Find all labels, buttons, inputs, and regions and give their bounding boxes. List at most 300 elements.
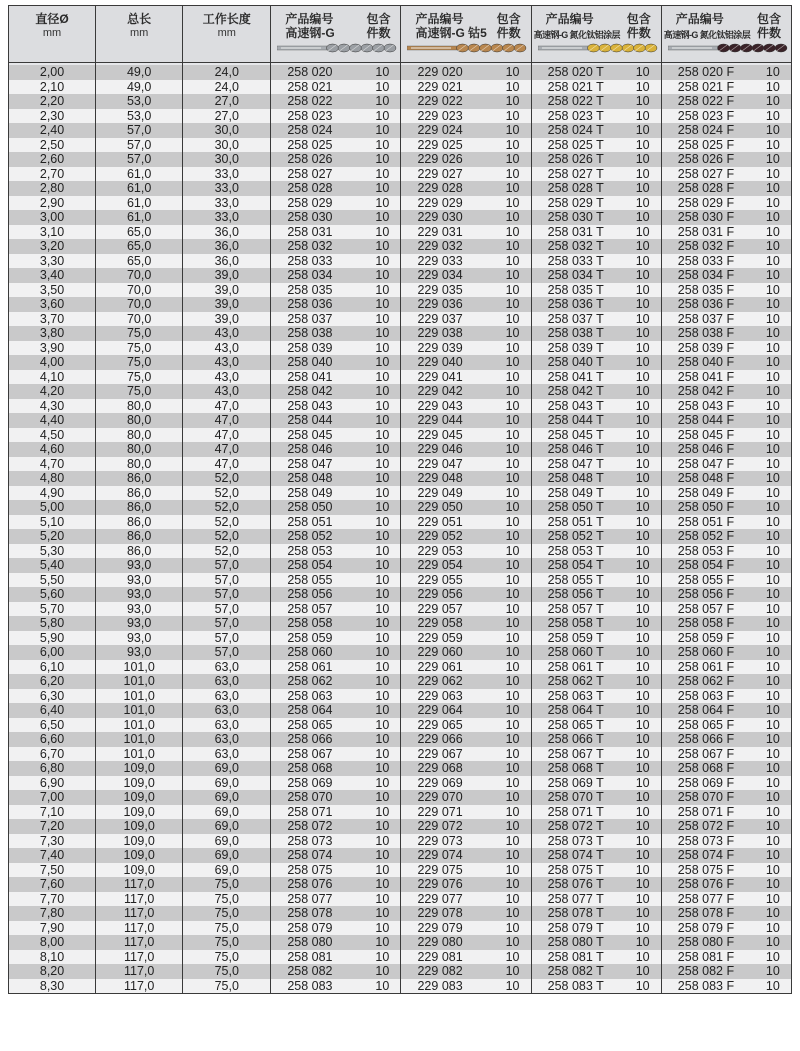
product-code: 258 073 T: [547, 833, 604, 848]
product-code: 258 057 T: [547, 601, 604, 616]
cell-total-length: 61,0: [96, 210, 183, 225]
header-material: 高速钢-G 氮化钛铝涂层: [533, 30, 620, 40]
pack-quantity: 10: [375, 746, 390, 761]
pack-quantity: 10: [505, 688, 520, 703]
drill-bit-bronze-icon: [407, 43, 527, 53]
header-qty-label: 包含: [366, 12, 391, 26]
table-row: [9, 442, 792, 457]
product-code: 229 082: [417, 964, 463, 978]
cell-product-hss-g: [271, 210, 401, 225]
pack-quantity: 10: [505, 427, 520, 442]
cell-working-length: 75,0: [183, 935, 271, 950]
pack-quantity: 10: [505, 659, 520, 674]
cell-product-hss-g-tialn-black: [661, 645, 791, 660]
product-code: 229 053: [417, 543, 463, 558]
cell-product-hss-g-tialn-black: [661, 123, 791, 138]
cell-product-hss-g-tialn-black: [661, 602, 791, 617]
product-code: 258 070 T: [547, 790, 604, 804]
cell-product-hss-g-co5: [401, 805, 531, 820]
cell-product-hss-g-tialn-gold: [531, 341, 661, 356]
cell-diameter: 2,40: [9, 123, 96, 138]
cell-product-hss-g-tialn-gold: [531, 776, 661, 791]
cell-working-length: 47,0: [183, 399, 271, 414]
pack-quantity: 10: [765, 717, 780, 732]
drill-bit-black-icon: [668, 43, 788, 53]
cell-total-length: 109,0: [96, 776, 183, 791]
product-code: 258 064 T: [547, 703, 604, 717]
cell-working-length: 30,0: [183, 123, 271, 138]
product-code: 258 057: [287, 601, 333, 616]
product-code: 258 043 F: [677, 398, 735, 413]
cell-total-length: 70,0: [96, 297, 183, 312]
pack-quantity: 10: [635, 529, 650, 543]
cell-product-hss-g-tialn-gold: [531, 790, 661, 805]
pack-quantity: 10: [505, 949, 520, 964]
pack-quantity: 10: [635, 703, 650, 717]
pack-quantity: 10: [765, 601, 780, 616]
cell-diameter: 7,10: [9, 805, 96, 820]
product-code: 258 056 T: [547, 587, 604, 601]
cell-total-length: 101,0: [96, 732, 183, 747]
pack-quantity: 10: [765, 195, 780, 210]
cell-total-length: 80,0: [96, 399, 183, 414]
pack-quantity: 10: [505, 326, 520, 340]
cell-working-length: 43,0: [183, 355, 271, 370]
pack-quantity: 10: [635, 601, 650, 616]
cell-total-length: 57,0: [96, 138, 183, 153]
product-code: 258 051 F: [677, 514, 735, 529]
pack-quantity: 10: [505, 268, 520, 282]
cell-working-length: 33,0: [183, 196, 271, 211]
product-code: 258 059 T: [547, 630, 604, 645]
header-product-hss-g: [271, 6, 401, 63]
cell-product-hss-g-co5: [401, 660, 531, 675]
header-diameter-unit: mm: [42, 27, 62, 39]
cell-product-hss-g-tialn-black: [661, 558, 791, 573]
cell-working-length: 69,0: [183, 790, 271, 805]
pack-quantity: 10: [505, 297, 520, 311]
table-row: [9, 283, 792, 298]
table-row: [9, 486, 792, 501]
cell-product-hss-g-tialn-gold: [531, 65, 661, 80]
product-code: 258 044: [287, 413, 333, 427]
pack-quantity: 10: [765, 514, 780, 529]
product-code: 229 040: [417, 355, 463, 369]
cell-product-hss-g-tialn-black: [661, 138, 791, 153]
cell-total-length: 61,0: [96, 167, 183, 182]
cell-working-length: 57,0: [183, 616, 271, 631]
product-code: 258 035 T: [547, 282, 604, 297]
product-code: 258 069: [287, 775, 333, 790]
pack-quantity: 10: [765, 210, 780, 224]
cell-working-length: 69,0: [183, 863, 271, 878]
cell-product-hss-g: [271, 515, 401, 530]
cell-product-hss-g-tialn-black: [661, 384, 791, 399]
pack-quantity: 10: [765, 500, 780, 514]
cell-diameter: 6,30: [9, 689, 96, 704]
cell-diameter: 5,00: [9, 500, 96, 515]
cell-product-hss-g-tialn-black: [661, 457, 791, 472]
cell-product-hss-g: [271, 558, 401, 573]
header-total-length: [96, 6, 183, 63]
cell-product-hss-g-co5: [401, 442, 531, 457]
cell-diameter: 5,70: [9, 602, 96, 617]
cell-product-hss-g: [271, 312, 401, 327]
pack-quantity: 10: [635, 398, 650, 413]
product-code: 258 066: [287, 732, 333, 746]
product-code: 258 021 T: [547, 79, 604, 94]
pack-quantity: 10: [505, 761, 520, 775]
pack-quantity: 10: [505, 891, 520, 906]
cell-product-hss-g-co5: [401, 167, 531, 182]
cell-diameter: 7,20: [9, 819, 96, 834]
cell-product-hss-g-tialn-gold: [531, 979, 661, 994]
pack-quantity: 10: [375, 833, 390, 848]
product-code: 258 055 T: [547, 572, 604, 587]
cell-total-length: 57,0: [96, 123, 183, 138]
pack-quantity: 10: [375, 181, 390, 195]
pack-quantity: 10: [375, 340, 390, 355]
cell-total-length: 80,0: [96, 457, 183, 472]
cell-product-hss-g: [271, 268, 401, 283]
cell-total-length: 101,0: [96, 703, 183, 718]
product-code: 258 034 F: [677, 268, 735, 282]
pack-quantity: 10: [505, 514, 520, 529]
cell-diameter: 8,10: [9, 950, 96, 965]
table-row: [9, 65, 792, 80]
cell-product-hss-g-co5: [401, 950, 531, 965]
pack-quantity: 10: [635, 790, 650, 804]
cell-total-length: 70,0: [96, 283, 183, 298]
product-code: 229 028: [417, 181, 463, 195]
cell-product-hss-g-co5: [401, 312, 531, 327]
cell-product-hss-g-tialn-black: [661, 631, 791, 646]
cell-total-length: 75,0: [96, 370, 183, 385]
cell-product-hss-g: [271, 776, 401, 791]
product-code: 258 048: [287, 471, 333, 485]
pack-quantity: 10: [375, 326, 390, 340]
cell-product-hss-g-tialn-gold: [531, 645, 661, 660]
product-code: 258 058 T: [547, 616, 604, 630]
pack-quantity: 10: [505, 906, 520, 920]
pack-quantity: 10: [635, 964, 650, 978]
table-row: [9, 152, 792, 167]
cell-working-length: 36,0: [183, 254, 271, 269]
table-row: [9, 848, 792, 863]
product-code: 258 082 T: [547, 964, 604, 978]
product-code: 229 068: [417, 761, 463, 775]
product-code: 258 077 T: [547, 891, 604, 906]
product-code: 258 039 F: [677, 340, 735, 355]
product-code: 258 061 F: [677, 659, 735, 674]
cell-product-hss-g: [271, 529, 401, 544]
product-code: 258 081: [287, 949, 333, 964]
cell-product-hss-g-tialn-black: [661, 761, 791, 776]
cell-product-hss-g: [271, 848, 401, 863]
product-code: 229 044: [417, 413, 463, 427]
product-code: 258 055: [287, 572, 333, 587]
pack-quantity: 10: [375, 862, 390, 877]
product-code: 258 046 T: [547, 442, 604, 456]
cell-product-hss-g-co5: [401, 370, 531, 385]
table-body: [9, 63, 792, 994]
cell-diameter: 6,50: [9, 718, 96, 733]
cell-working-length: 75,0: [183, 979, 271, 994]
cell-product-hss-g-tialn-black: [661, 689, 791, 704]
product-code: 258 059: [287, 630, 333, 645]
pack-quantity: 10: [375, 137, 390, 152]
product-code: 258 050: [287, 500, 333, 514]
product-code: 258 038 F: [677, 326, 735, 340]
cell-product-hss-g: [271, 805, 401, 820]
header-product-hss-g-tialn-black: [661, 6, 791, 63]
product-code: 258 067 T: [547, 746, 604, 761]
table-row: [9, 515, 792, 530]
pack-quantity: 10: [375, 572, 390, 587]
product-code: 229 066: [417, 732, 463, 746]
cell-total-length: 61,0: [96, 196, 183, 211]
product-code: 258 060 T: [547, 645, 604, 659]
pack-quantity: 10: [505, 123, 520, 137]
cell-product-hss-g-tialn-black: [661, 544, 791, 559]
pack-quantity: 10: [505, 833, 520, 848]
header-product-hss-g-tialn-gold: [531, 6, 661, 63]
cell-product-hss-g-tialn-black: [661, 413, 791, 428]
cell-working-length: 33,0: [183, 167, 271, 182]
pack-quantity: 10: [635, 688, 650, 703]
pack-quantity: 10: [635, 253, 650, 268]
cell-diameter: 2,60: [9, 152, 96, 167]
cell-product-hss-g: [271, 283, 401, 298]
product-code: 229 076: [417, 877, 463, 891]
table-row: [9, 326, 792, 341]
cell-total-length: 86,0: [96, 529, 183, 544]
cell-product-hss-g-tialn-black: [661, 210, 791, 225]
product-code: 258 037 F: [677, 311, 735, 326]
cell-product-hss-g-tialn-gold: [531, 689, 661, 704]
pack-quantity: 10: [375, 587, 390, 601]
pack-quantity: 10: [375, 297, 390, 311]
cell-product-hss-g: [271, 413, 401, 428]
header-working-length-unit: mm: [217, 27, 236, 39]
product-code: 258 050 T: [547, 500, 604, 514]
cell-product-hss-g-tialn-gold: [531, 892, 661, 907]
product-code: 258 028: [287, 181, 333, 195]
pack-quantity: 10: [635, 166, 650, 181]
product-code: 258 022 F: [677, 94, 735, 108]
cell-product-hss-g-tialn-black: [661, 718, 791, 733]
pack-quantity: 10: [375, 355, 390, 369]
product-code: 258 068 T: [547, 761, 604, 775]
cell-total-length: 61,0: [96, 181, 183, 196]
pack-quantity: 10: [635, 123, 650, 137]
cell-total-length: 65,0: [96, 225, 183, 240]
pack-quantity: 10: [375, 210, 390, 224]
product-code: 258 031 T: [547, 224, 604, 239]
pack-quantity: 10: [505, 94, 520, 108]
cell-diameter: 7,90: [9, 921, 96, 936]
cell-product-hss-g-tialn-black: [661, 834, 791, 849]
cell-diameter: 2,50: [9, 138, 96, 153]
product-code: 258 070: [287, 790, 333, 804]
cell-product-hss-g-co5: [401, 979, 531, 994]
header-qty-label: 包含: [756, 12, 781, 26]
cell-product-hss-g-tialn-gold: [531, 877, 661, 892]
product-code: 258 069 T: [547, 775, 604, 790]
pack-quantity: 10: [375, 65, 390, 79]
cell-working-length: 33,0: [183, 210, 271, 225]
cell-total-length: 86,0: [96, 471, 183, 486]
product-code: 258 026: [287, 152, 333, 166]
cell-product-hss-g: [271, 602, 401, 617]
pack-quantity: 10: [375, 152, 390, 166]
table-row: [9, 167, 792, 182]
cell-working-length: 63,0: [183, 747, 271, 762]
product-code: 258 046 F: [677, 442, 735, 456]
product-code: 229 023: [417, 108, 463, 123]
pack-quantity: 10: [505, 137, 520, 152]
cell-diameter: 2,30: [9, 109, 96, 124]
pack-quantity: 10: [375, 645, 390, 659]
cell-total-length: 101,0: [96, 718, 183, 733]
header-total-length-unit: mm: [130, 27, 149, 39]
product-code: 229 078: [417, 906, 463, 920]
cell-product-hss-g-co5: [401, 602, 531, 617]
pack-quantity: 10: [505, 674, 520, 688]
cell-product-hss-g: [271, 486, 401, 501]
cell-working-length: 27,0: [183, 94, 271, 109]
cell-product-hss-g-tialn-black: [661, 486, 791, 501]
product-code: 258 074 T: [547, 848, 604, 862]
cell-product-hss-g-tialn-gold: [531, 674, 661, 689]
product-code: 258 083: [287, 978, 333, 993]
cell-product-hss-g-tialn-gold: [531, 863, 661, 878]
product-code: 258 080: [287, 935, 333, 949]
pack-quantity: 10: [505, 848, 520, 862]
cell-working-length: 30,0: [183, 152, 271, 167]
table-row: [9, 906, 792, 921]
product-code: 229 038: [417, 326, 463, 340]
cell-product-hss-g-tialn-black: [661, 906, 791, 921]
cell-working-length: 24,0: [183, 65, 271, 80]
product-code: 258 074 F: [677, 848, 735, 862]
table-row: [9, 239, 792, 254]
cell-total-length: 75,0: [96, 384, 183, 399]
pack-quantity: 10: [505, 529, 520, 543]
cell-total-length: 101,0: [96, 660, 183, 675]
header-diameter-label: 直径Ø: [35, 12, 69, 26]
cell-product-hss-g-co5: [401, 834, 531, 849]
pack-quantity: 10: [765, 297, 780, 311]
cell-product-hss-g: [271, 921, 401, 936]
table-row: [9, 312, 792, 327]
pack-quantity: 10: [765, 558, 780, 572]
pack-quantity: 10: [765, 587, 780, 601]
pack-quantity: 10: [765, 94, 780, 108]
product-code: 258 080 T: [547, 935, 604, 949]
product-code: 258 059 F: [677, 630, 735, 645]
cell-product-hss-g-tialn-gold: [531, 442, 661, 457]
cell-product-hss-g-tialn-gold: [531, 602, 661, 617]
cell-product-hss-g-co5: [401, 457, 531, 472]
pack-quantity: 10: [375, 717, 390, 732]
product-code: 229 071: [417, 804, 463, 819]
product-code: 258 077 F: [677, 891, 735, 906]
product-code: 229 074: [417, 848, 463, 862]
product-code: 258 051: [287, 514, 333, 529]
table-row: [9, 935, 792, 950]
cell-diameter: 5,50: [9, 573, 96, 588]
cell-working-length: 24,0: [183, 80, 271, 95]
cell-product-hss-g-tialn-black: [661, 442, 791, 457]
product-code: 258 022 T: [547, 94, 604, 108]
pack-quantity: 10: [765, 543, 780, 558]
pack-quantity: 10: [375, 819, 390, 833]
pack-quantity: 10: [505, 282, 520, 297]
cell-working-length: 69,0: [183, 805, 271, 820]
cell-product-hss-g-tialn-gold: [531, 384, 661, 399]
product-code: 229 047: [417, 456, 463, 471]
cell-working-length: 63,0: [183, 732, 271, 747]
cell-product-hss-g-co5: [401, 210, 531, 225]
table-row: [9, 399, 792, 414]
product-code: 258 030 T: [547, 210, 604, 224]
cell-working-length: 52,0: [183, 529, 271, 544]
cell-diameter: 8,00: [9, 935, 96, 950]
pack-quantity: 10: [635, 587, 650, 601]
product-code: 258 043: [287, 398, 333, 413]
pack-quantity: 10: [375, 427, 390, 442]
pack-quantity: 10: [635, 268, 650, 282]
cell-product-hss-g-co5: [401, 848, 531, 863]
cell-working-length: 43,0: [183, 384, 271, 399]
product-code: 258 078 F: [677, 906, 735, 920]
header-qty-label-2: 件数: [366, 26, 391, 40]
cell-product-hss-g-tialn-black: [661, 573, 791, 588]
cell-product-hss-g: [271, 761, 401, 776]
cell-total-length: 65,0: [96, 254, 183, 269]
product-code: 229 054: [417, 558, 463, 572]
pack-quantity: 10: [505, 442, 520, 456]
cell-product-hss-g: [271, 326, 401, 341]
cell-product-hss-g-co5: [401, 384, 531, 399]
pack-quantity: 10: [765, 949, 780, 964]
pack-quantity: 10: [635, 108, 650, 123]
pack-quantity: 10: [505, 253, 520, 268]
pack-quantity: 10: [375, 384, 390, 398]
cell-total-length: 101,0: [96, 747, 183, 762]
cell-total-length: 49,0: [96, 80, 183, 95]
cell-product-hss-g-co5: [401, 529, 531, 544]
product-code: 258 063 T: [547, 688, 604, 703]
product-code: 258 079: [287, 920, 333, 935]
cell-product-hss-g-tialn-black: [661, 196, 791, 211]
product-code: 258 065 F: [677, 717, 735, 732]
product-code: 229 034: [417, 268, 463, 282]
cell-product-hss-g-co5: [401, 776, 531, 791]
product-code: 258 079 T: [547, 920, 604, 935]
cell-product-hss-g-tialn-black: [661, 732, 791, 747]
pack-quantity: 10: [505, 920, 520, 935]
product-code: 229 049: [417, 485, 463, 500]
product-code: 258 049 T: [547, 485, 604, 500]
pack-quantity: 10: [765, 108, 780, 123]
cell-product-hss-g-co5: [401, 326, 531, 341]
product-code: 258 078: [287, 906, 333, 920]
cell-product-hss-g-tialn-gold: [531, 718, 661, 733]
product-code: 229 032: [417, 239, 463, 253]
pack-quantity: 10: [505, 543, 520, 558]
